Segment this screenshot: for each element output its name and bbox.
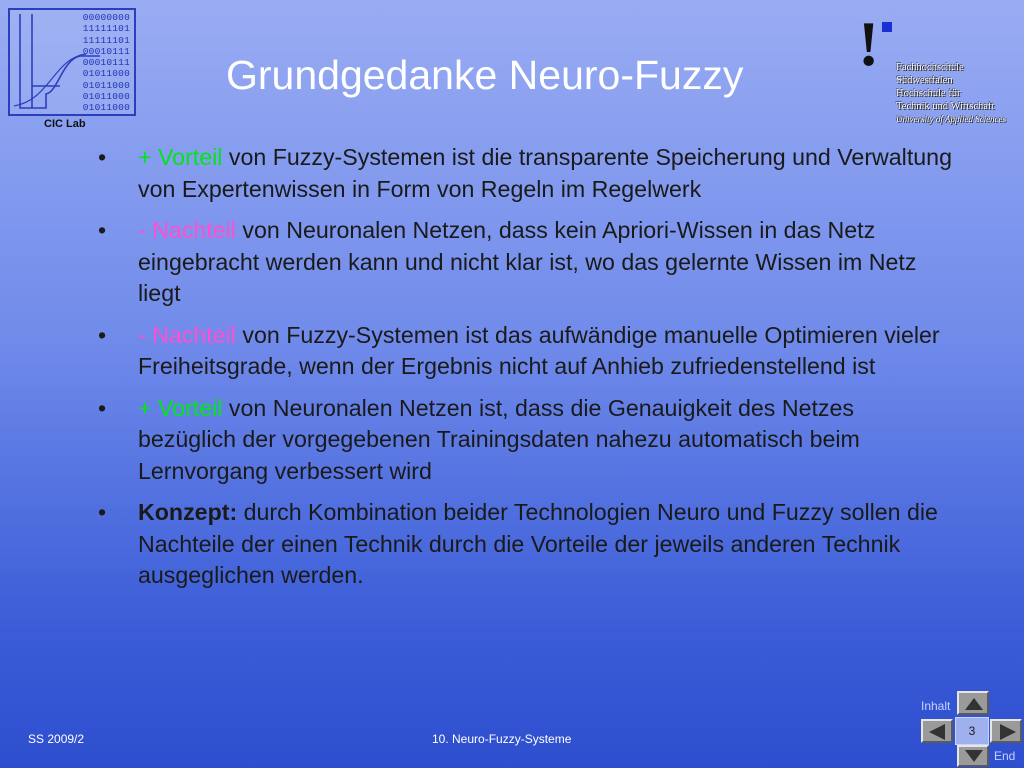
- page-number: 3: [955, 717, 989, 745]
- logo-frame: [8, 8, 136, 116]
- fh-logo-text: [896, 61, 1006, 126]
- bullet-lead: - Nachteil: [138, 321, 236, 348]
- nav-end-label[interactable]: End: [994, 749, 1016, 763]
- nav-up-icon: [965, 698, 983, 710]
- bullet-text: von Neuronalen Netzen, dass kein Apriori-Wissen in das Netz eingebracht werden kann und nicht klar ist, wo das gelernte Wissen im Netz liegt: [138, 217, 917, 306]
- binary-column: [83, 12, 130, 114]
- binary-line: 01011000: [82, 79, 130, 91]
- bullet-item: [94, 393, 954, 488]
- binary-line: 00010111: [82, 45, 130, 57]
- bullet-item: [94, 142, 954, 205]
- fh-line-2: Südwestfalen: [896, 75, 953, 86]
- binary-line: 00010111: [82, 57, 130, 69]
- bullet-marker: •: [98, 321, 107, 348]
- footer-course: 10. Neuro-Fuzzy-Systeme: [432, 732, 572, 746]
- binary-line: 01011000: [82, 68, 130, 80]
- binary-line: 01011000: [82, 102, 130, 114]
- bullet-item: [94, 320, 954, 383]
- bullet-marker: •: [98, 394, 107, 421]
- slide-title: Grundgedanke Neuro-Fuzzy: [226, 52, 744, 98]
- bullet-marker: •: [98, 217, 107, 243]
- fh-line-4: Technik und Wirtschaft: [896, 101, 995, 112]
- fh-line-3: Hochschule für: [896, 88, 961, 99]
- binary-line: 11111101: [82, 34, 130, 46]
- cic-lab-logo: [8, 8, 138, 132]
- bullet-list: [94, 142, 954, 602]
- bullet-marker: •: [98, 499, 107, 525]
- fh-subline: University of Applied Sciences: [896, 114, 1007, 124]
- bullet-text: von Fuzzy-Systemen ist das aufwändige manuelle Optimieren vieler Freiheitsgrade, wenn der Ergebnis nicht auf Anhieb zufriedenstellend ist: [138, 321, 940, 379]
- nav-inhalt-label[interactable]: Inhalt: [921, 699, 951, 713]
- nav-down-button[interactable]: [957, 745, 989, 767]
- bullet-item: [94, 215, 954, 310]
- nav-forward-icon: [1000, 724, 1016, 740]
- nav-up-button[interactable]: [957, 691, 989, 715]
- bullet-text: durch Kombination beider Technologien Neuro und Fuzzy sollen die Nachteile der einen Technik durch die Vorteile der jeweils anderen Technik ausgeglichen werden.: [138, 499, 938, 588]
- exclamation-mark-icon: !: [858, 8, 880, 79]
- cic-lab-caption: CIC Lab: [44, 118, 86, 130]
- bullet-lead: - Nachteil: [138, 217, 236, 243]
- footer-semester: SS 2009/2: [28, 732, 85, 746]
- bullet-lead: + Vorteil: [138, 394, 223, 421]
- bullet-lead: Konzept:: [138, 499, 238, 525]
- nav-forward-button[interactable]: [990, 719, 1022, 743]
- bullet-text: von Neuronalen Netzen ist, dass die Genauigkeit des Netzes bezüglich der vorgegebenen Trainingsdaten nahezu automatisch beim Lernvorgang verbessert wird: [138, 394, 860, 484]
- fh-line-1: Fachhochschule: [896, 62, 964, 73]
- nav-back-icon: [929, 724, 945, 740]
- bullet-item: [94, 497, 954, 592]
- bullet-marker: •: [98, 144, 107, 170]
- binary-line: 11111101: [82, 23, 130, 35]
- bullet-lead: + Vorteil: [138, 144, 223, 170]
- bullet-text: von Fuzzy-Systemen ist die transparente Speicherung und Verwaltung von Expertenwissen in Form von Regeln im Regelwerk: [138, 144, 952, 202]
- fh-swf-logo: [858, 8, 1018, 128]
- nav-down-icon: [965, 750, 983, 762]
- blue-square-icon: [882, 22, 892, 32]
- binary-line: 00000000: [82, 12, 130, 23]
- binary-line: 01011000: [82, 91, 130, 103]
- nav-back-button[interactable]: [921, 719, 953, 743]
